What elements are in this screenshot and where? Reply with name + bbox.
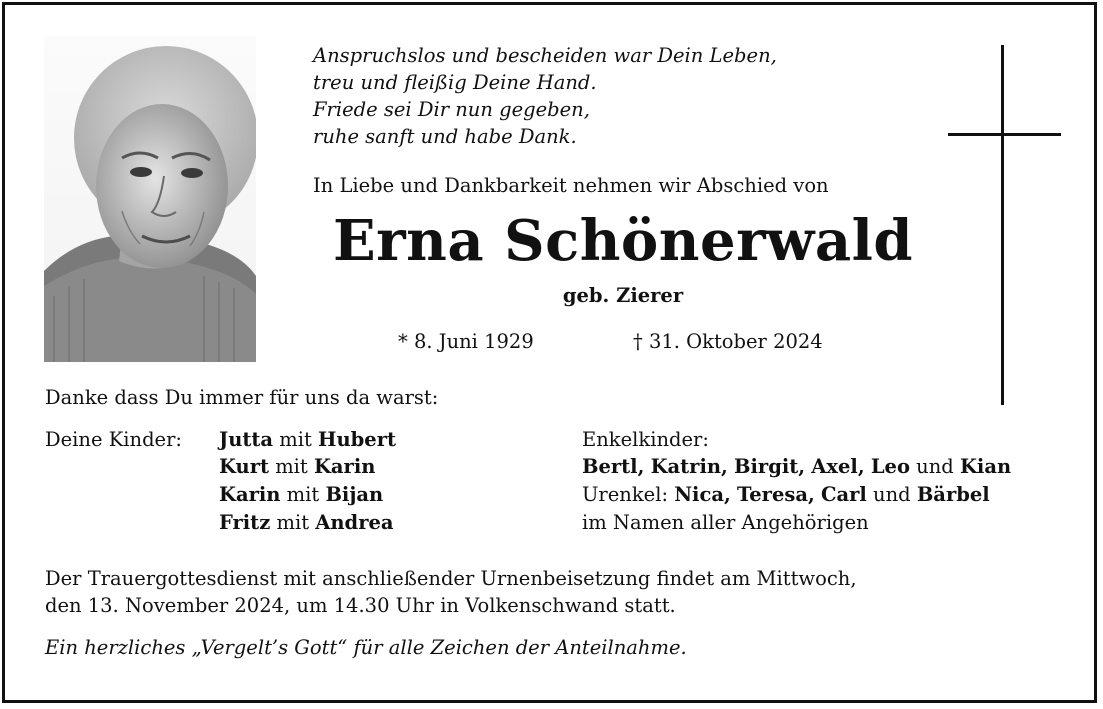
great-grandchild-name: Nica <box>674 483 724 506</box>
child-name: Jutta <box>219 428 274 451</box>
life-dates <box>398 328 823 355</box>
partner-name: Karin <box>313 455 376 478</box>
grandchild-name: Katrin <box>650 455 722 478</box>
poem-line: treu und fleißig Deine Hand. <box>313 71 597 94</box>
grandchildren-list: Bertl, Katrin, Birgit, Axel, Leo und Kian <box>582 455 1012 478</box>
grandchild-name: Leo <box>870 455 910 478</box>
and-text: und <box>916 455 954 478</box>
child-name: Karin <box>219 483 281 506</box>
connector-text: mit <box>279 428 312 451</box>
birth-date: * 8. Juni 1929 <box>398 330 534 353</box>
thanks-line: Danke dass Du immer für uns da warst: <box>45 386 439 409</box>
children-label: Deine Kinder: <box>45 428 182 451</box>
child-couple <box>219 453 375 480</box>
portrait-photo <box>44 36 256 362</box>
connector-text: mit <box>275 455 308 478</box>
connector-text: mit <box>276 511 310 534</box>
great-grandchildren-label: Urenkel: <box>582 483 669 506</box>
grandchild-name: Bertl <box>582 455 638 478</box>
deceased-name: Erna Schönerwald <box>332 208 914 274</box>
poem-line: Anspruchslos und bescheiden war Dein Leben, <box>313 44 777 67</box>
child-couple <box>219 426 396 453</box>
connector-text: mit <box>286 483 320 506</box>
service-line: Der Trauergottesdienst mit anschließender Urnenbeisetzung findet am Mittwoch, <box>45 567 857 590</box>
cross-icon <box>1001 45 1004 405</box>
partner-name: Hubert <box>318 428 396 451</box>
intro-text: In Liebe und Dankbarkeit nehmen wir Abschied von <box>313 174 829 197</box>
closing-text: Ein herzliches „Vergelt’s Gott“ für alle Zeichen der Anteilnahme. <box>45 636 687 659</box>
child-name: Kurt <box>219 455 269 478</box>
grandchild-name: Kian <box>959 455 1012 478</box>
great-grandchild-name: Bärbel <box>916 483 990 506</box>
grandchild-name: Birgit <box>734 455 799 478</box>
great-grandchild-name: Teresa <box>736 483 808 506</box>
cross-icon-bar <box>948 133 1061 136</box>
maiden-name: geb. Zierer <box>562 284 684 307</box>
child-couple <box>219 509 394 536</box>
relatives-line: im Namen aller Angehörigen <box>582 511 869 534</box>
death-date: † 31. Oktober 2024 <box>633 330 823 353</box>
great-grandchildren-list: Urenkel: Nica, Teresa, Carl und Bärbel <box>582 483 990 506</box>
grandchildren-label: Enkelkinder: <box>582 428 709 451</box>
poem <box>313 42 777 150</box>
child-name: Fritz <box>219 511 271 534</box>
partner-name: Andrea <box>315 511 394 534</box>
partner-name: Bijan <box>325 483 384 506</box>
grandchild-name: Axel <box>811 455 858 478</box>
poem-line: ruhe sanft und habe Dank. <box>313 125 577 148</box>
poem-line: Friede sei Dir nun gegeben, <box>313 98 590 121</box>
and-text: und <box>873 483 911 506</box>
service-line: den 13. November 2024, um 14.30 Uhr in Volkenschwand statt. <box>45 594 676 617</box>
child-couple <box>219 481 383 508</box>
great-grandchild-name: Carl <box>820 483 867 506</box>
